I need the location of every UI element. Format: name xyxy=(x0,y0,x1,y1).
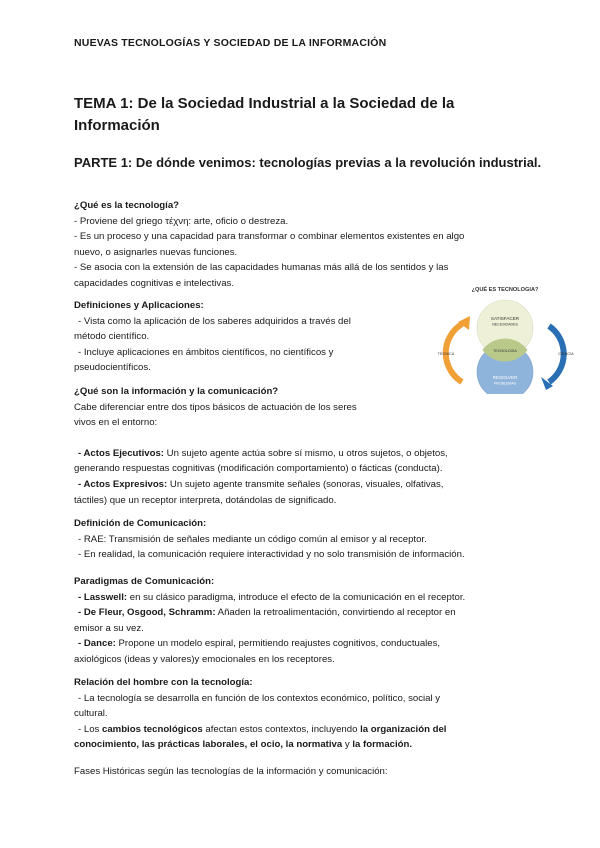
paradigmas-section xyxy=(74,574,544,668)
definiciones-line-1: - Vista como la aplicación de los saberes adquiridos a través del xyxy=(78,315,351,327)
relacion-line-3 xyxy=(74,722,544,738)
que-es-line-1: - Proviene del griego τέχνη: arte, oficio o destreza. xyxy=(74,215,289,227)
actos-expresivos-text: Un sujeto agente transmite señales (sonoras, visuales, olfativas, xyxy=(167,478,444,490)
info-com-line-1: Cabe diferenciar entre dos tipos básicos de actuación de los seres xyxy=(74,401,357,413)
actos-ejecutivos xyxy=(74,446,544,462)
que-es-line-5: capacidades cognitivas e intelectivas. xyxy=(74,277,234,289)
relacion-l3d: la organización del xyxy=(360,723,447,735)
defleur-line-2: emisor a su vez. xyxy=(74,622,144,634)
info-com-heading: ¿Qué son la información y la comunicación? xyxy=(74,386,279,397)
defleur-label: - De Fleur, Osgood, Schramm: xyxy=(78,607,216,619)
dance-text: Propone un modelo espiral, permitiendo reajustes cognitivos, conductuales, xyxy=(115,638,441,650)
def-com-heading: Definición de Comunicación: xyxy=(74,518,207,529)
definiciones-line-2: método científico. xyxy=(74,331,150,343)
def-com-line-1: - RAE: Transmisión de señales mediante un código común al emisor y al receptor. xyxy=(78,533,427,545)
bottom-label-1: RESOLVER xyxy=(492,375,518,380)
dance-line-2: axiológicos (ideas y valores)y emocionales en los receptores. xyxy=(74,653,335,665)
spacer xyxy=(74,431,544,446)
info-com-line-2: vivos en el entorno: xyxy=(74,417,158,429)
lasswell-text: en su clásico paradigma, introduce el efecto de la comunicación en el receptor. xyxy=(127,591,466,603)
relacion-line-1: - La tecnología se desarrolla en función de los contextos económico, político, social y xyxy=(78,692,441,704)
relacion-line-2: cultural. xyxy=(74,708,108,720)
que-es-line-3: nuevo, o asignarles nuevas funciones. xyxy=(74,246,238,258)
actos-expresivos xyxy=(74,477,544,493)
page-title: TEMA 1: De la Sociedad Industrial a la Sociedad de la Información xyxy=(74,95,455,134)
paradigma-dance xyxy=(74,636,544,652)
relacion-l3a: - Los xyxy=(78,723,102,735)
que-es-line-4: - Se asocia con la extensión de las capacidades humanas más allá de los sentidos y las xyxy=(74,262,449,274)
left-label: TÉCNICA xyxy=(437,352,455,356)
definiciones-section xyxy=(74,298,419,376)
defleur-text: Añaden la retroalimentación, convirtiendo al receptor en xyxy=(215,607,456,619)
paradigma-lasswell xyxy=(74,590,544,606)
def-com-line-2: - En realidad, la comunicación requiere interactividad y no solo transmisión de información. xyxy=(78,549,465,561)
relacion-l4a: conocimiento, las prácticas laborales, el ocio, la normativa xyxy=(74,739,343,751)
actos-ejecutivos-line-2: generando respuestas cognitivas (modificación comportamiento) o fácticas (conducta). xyxy=(74,463,443,475)
definicion-comunicacion-section xyxy=(74,516,544,563)
bottom-label-2: PROBLEMAS xyxy=(493,381,517,386)
section-subtitle: PARTE 1: De dónde venimos: tecnologías previas a la revolución industrial. xyxy=(74,155,542,170)
actos-ejecutivos-text: Un sujeto agente actúa sobre sí mismo, u otros sujetos, o objetos, xyxy=(164,447,448,459)
relacion-l4c: la formación. xyxy=(352,739,413,751)
definiciones-heading: Definiciones y Aplicaciones: xyxy=(74,300,204,311)
definiciones-line-3: - Incluye aplicaciones en ámbitos científicos, no científicos y xyxy=(78,346,334,358)
dance-label: - Dance: xyxy=(78,638,116,650)
top-label-2: NECESIDADES xyxy=(492,322,518,327)
paradigmas-heading: Paradigmas de Comunicación: xyxy=(74,576,215,587)
relacion-heading: Relación del hombre con la tecnología: xyxy=(74,677,253,688)
paradigma-defleur xyxy=(74,605,544,621)
relacion-l4b: y xyxy=(342,739,353,751)
actos-expresivos-line-2: táctiles) que un receptor interpreta, dotándolas de significado. xyxy=(74,494,337,506)
que-es-tecnologia-section xyxy=(74,198,544,292)
relacion-l3c: afectan estos contextos, incluyendo xyxy=(202,723,361,735)
relacion-section xyxy=(74,675,544,753)
technology-diagram xyxy=(425,282,587,394)
relacion-line-4 xyxy=(74,737,544,753)
actos-ejecutivos-label: - Actos Ejecutivos: xyxy=(78,447,165,459)
relacion-l3b: cambios tecnológicos xyxy=(102,723,203,735)
actos-expresivos-label: - Actos Expresivos: xyxy=(78,478,168,490)
lasswell-label: - Lasswell: xyxy=(78,591,128,603)
diagram-title: ¿QUÉ ES TECNOLOGIA? xyxy=(471,287,539,293)
top-label-1: SATISFACER xyxy=(490,316,520,321)
fases-historicas: Fases Históricas según las tecnologías de la información y comunicación: xyxy=(74,766,388,777)
que-es-line-2: - Es un proceso y una capacidad para transformar o combinar elementos existentes en algo xyxy=(74,231,465,243)
center-label: TECNOLOGIA xyxy=(493,349,517,353)
que-es-heading: ¿Qué es la tecnología? xyxy=(74,200,180,211)
document-header: NUEVAS TECNOLOGÍAS Y SOCIEDAD DE LA INFORMACIÓN xyxy=(74,37,387,49)
right-label: CIENCIA xyxy=(558,352,574,356)
definiciones-line-4: pseudocientíficos. xyxy=(74,362,151,374)
